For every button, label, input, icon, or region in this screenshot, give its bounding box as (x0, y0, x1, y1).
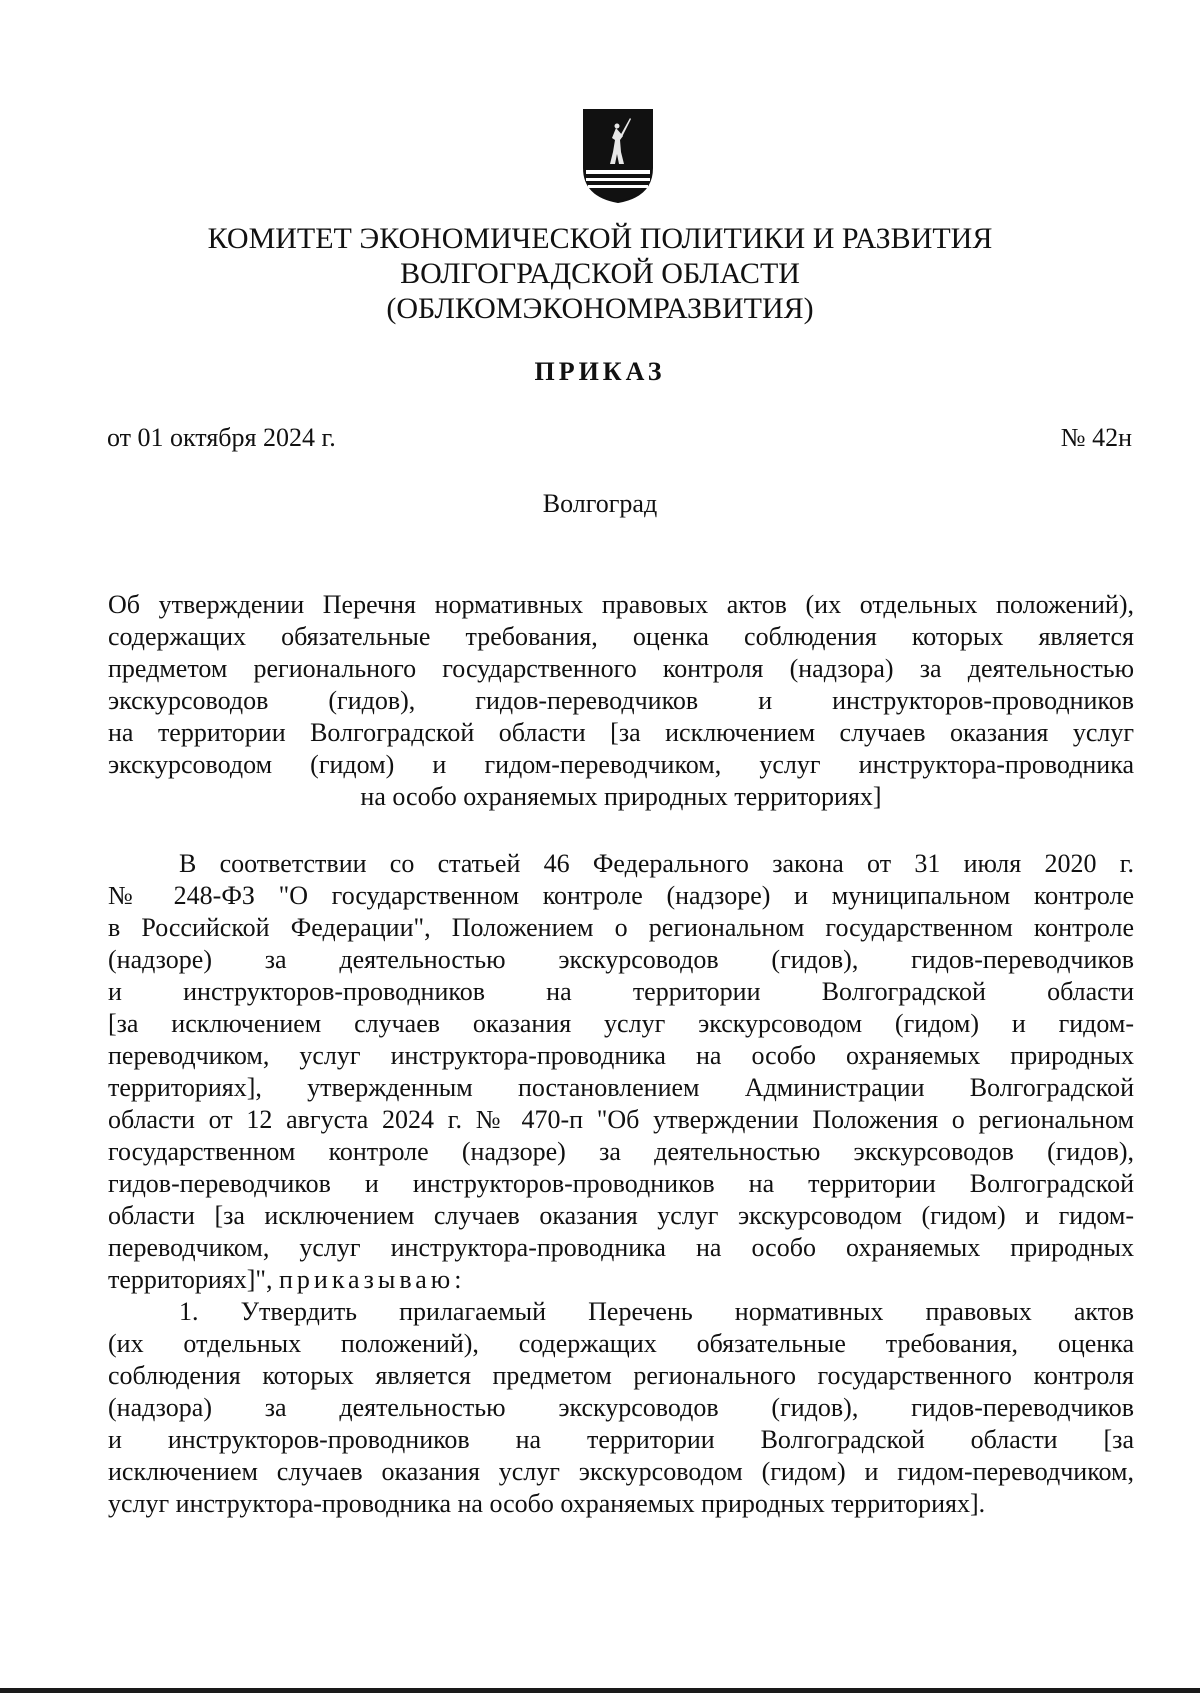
preamble-line: № 248-ФЗ "О государственном контроле (надзоре) и муниципальном контроле (108, 881, 1134, 910)
preamble-line: (надзоре) за деятельностью экскурсоводов (гидов), гидов-переводчиков (108, 945, 1134, 974)
organization-name-line-2: ВОЛГОГРАДСКОЙ ОБЛАСТИ (400, 257, 800, 290)
preamble-line: территориях], утвержденным постановлением Администрации Волгоградской (108, 1073, 1134, 1102)
item-1-line: услуг инструктора-проводника на особо охраняемых природных территориях]. (108, 1489, 986, 1518)
document-city: Волгоград (542, 489, 658, 518)
preamble-line: и инструкторов-проводников на территории Волгоградской области (108, 977, 1134, 1006)
title-line: экскурсоводов (гидов), гидов-переводчиков и инструкторов-проводников (108, 686, 1134, 715)
item-1-line: соблюдения которых является предметом регионального государственного контроля (108, 1361, 1134, 1390)
title-line: содержащих обязательные требования, оценка соблюдения которых является (108, 622, 1134, 651)
preamble-line: В соответствии со статьей 46 Федерального закона от 31 июля 2020 г. (179, 849, 1134, 878)
preamble-line-text: территориях]", (108, 1265, 279, 1294)
document-number: № 42н (1060, 423, 1132, 452)
item-1-line: и инструкторов-проводников на территории Волгоградской области [за (108, 1425, 1134, 1454)
item-1-line: исключением случаев оказания услуг экскурсоводом (гидом) и гидом-переводчиком, (108, 1457, 1134, 1486)
organization-abbreviation: (ОБЛКОМЭКОНОМРАЗВИТИЯ) (386, 292, 814, 325)
scan-bottom-edge (0, 1688, 1200, 1693)
item-1-line: (надзора) за деятельностью экскурсоводов (гидов), гидов-переводчиков (108, 1393, 1134, 1422)
volgograd-coat-of-arms-icon (582, 108, 654, 204)
title-line: на территории Волгоградской области [за исключением случаев оказания услуг (108, 718, 1134, 747)
preamble-line: гидов-переводчиков и инструкторов-проводников на территории Волгоградской (108, 1169, 1134, 1198)
order-word: приказываю: (278, 1265, 466, 1294)
title-line: предметом регионального государственного контроля (надзора) за деятельностью (108, 654, 1134, 683)
preamble-line: области [за исключением случаев оказания услуг экскурсоводом (гидом) и гидом- (108, 1201, 1134, 1230)
item-1-line: 1. Утвердить прилагаемый Перечень нормативных правовых актов (179, 1297, 1134, 1326)
document-date: от 01 октября 2024 г. (107, 423, 336, 452)
title-line: экскурсоводом (гидом) и гидом-переводчиком, услуг инструктора-проводника (108, 750, 1134, 779)
preamble-line: переводчиком, услуг инструктора-проводника на особо охраняемых природных (108, 1041, 1134, 1070)
item-1-line: (их отдельных положений), содержащих обязательные требования, оценка (108, 1329, 1134, 1358)
preamble-line: переводчиком, услуг инструктора-проводника на особо охраняемых природных (108, 1233, 1134, 1262)
document-type: ПРИКАЗ (534, 357, 666, 386)
title-line: Об утверждении Перечня нормативных правовых актов (их отдельных положений), (108, 590, 1134, 619)
organization-name-line-1: КОМИТЕТ ЭКОНОМИЧЕСКОЙ ПОЛИТИКИ И РАЗВИТИЯ (207, 222, 993, 255)
preamble-line: области от 12 августа 2024 г. № 470-п "Об утверждении Положения о региональном (108, 1105, 1134, 1134)
preamble-line: в Российской Федерации", Положением о региональном государственном контроле (108, 913, 1134, 942)
title-line: на особо охраняемых природных территориях] (360, 782, 882, 811)
preamble-line: [за исключением случаев оказания услуг экскурсоводом (гидом) и гидом- (108, 1009, 1134, 1038)
preamble-last-line (108, 1264, 1134, 1296)
preamble-line: государственном контроле (надзоре) за деятельностью экскурсоводов (гидов), (108, 1137, 1134, 1166)
